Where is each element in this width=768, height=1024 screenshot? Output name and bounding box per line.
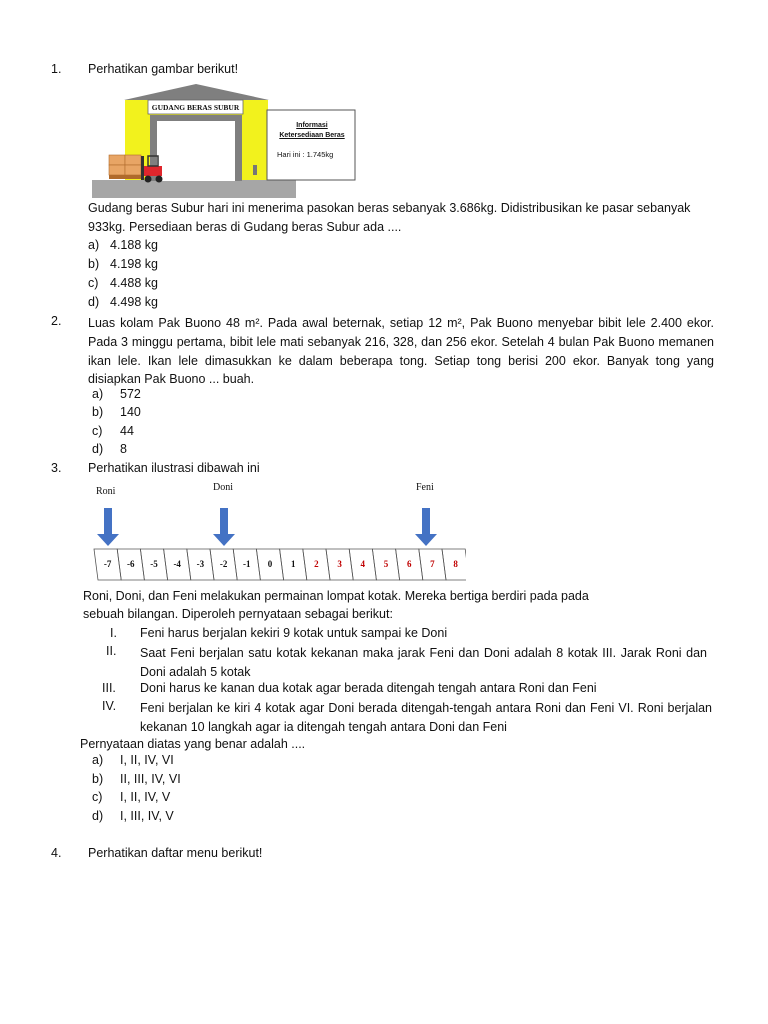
arrow-roni-head bbox=[97, 534, 119, 546]
arrow-feni-head bbox=[415, 534, 437, 546]
label-doni: Doni bbox=[213, 482, 233, 493]
label-roni: Roni bbox=[96, 486, 116, 497]
number-cell: -4 bbox=[173, 559, 181, 569]
q1-option-b[interactable] bbox=[88, 257, 158, 271]
option-text: 8 bbox=[120, 442, 127, 456]
q1-prompt: Perhatikan gambar berikut! bbox=[88, 62, 239, 76]
number-cell: 0 bbox=[267, 559, 273, 569]
number-cell: 5 bbox=[383, 559, 389, 569]
option-label: d) bbox=[92, 809, 104, 823]
q3-statement-4-text: Feni berjalan ke kiri 4 kotak agar Doni berada ditengah-tengah antara Roni dan Feni VI. Roni berjalan kekanan 10 langkah agar ia ditengah tengah antara Doni dan Feni bbox=[140, 701, 712, 734]
option-text: 572 bbox=[120, 387, 141, 401]
option-label: c) bbox=[92, 424, 103, 438]
q3-number: 3. bbox=[51, 461, 62, 475]
q3-statement-4-roman: IV. bbox=[102, 699, 117, 713]
info-today-value: 1.745kg bbox=[306, 150, 334, 159]
q3-option-a[interactable] bbox=[92, 753, 174, 767]
q1-text-line-1: Gudang beras Subur hari ini menerima pasokan beras sebanyak 3.686kg. Didistribusikan ke pasar sebanyak bbox=[88, 201, 691, 215]
option-text: 4.498 kg bbox=[110, 295, 158, 309]
number-cell: -2 bbox=[219, 559, 228, 569]
q3-option-b[interactable] bbox=[92, 772, 181, 786]
q1-option-c[interactable] bbox=[88, 276, 158, 290]
option-text: 44 bbox=[120, 424, 134, 438]
q2-text: Luas kolam Pak Buono 48 m². Pada awal beternak, setiap 12 m², Pak Buono menyebar bibit lele 2.400 ekor. Pada 3 minggu pertama, bibit lele mati sebanyak 216, 328, dan 256 ekor. Setelah 4 bulan Pak Buono memanen ikan lele. Ikan lele dimasukkan ke dalam beberapa tong. Setiap tong berisi 200 ekor. Banyak tong yang disiapkan Pak Buono ... buah. bbox=[88, 316, 714, 387]
warehouse-sign: GUDANG BERAS SUBUR bbox=[151, 103, 240, 112]
arrow-feni-shaft bbox=[422, 508, 430, 534]
q3-statement-3-roman: III. bbox=[102, 681, 116, 695]
arrow-roni-shaft bbox=[104, 508, 112, 534]
option-text: I, III, IV, V bbox=[120, 809, 174, 823]
q3-statement-2-text: Saat Feni berjalan satu kotak kekanan maka jarak Feni dan Doni adalah 8 kotak III. Jarak Roni dan Doni adalah 5 kotak bbox=[140, 646, 707, 679]
q3-statement-1-text: Feni harus berjalan kekiri 9 kotak untuk sampai ke Doni bbox=[140, 626, 448, 640]
option-label: b) bbox=[92, 405, 104, 419]
q2-option-a[interactable] bbox=[92, 387, 141, 401]
info-title-1: Informasi bbox=[296, 122, 328, 129]
number-cell: -1 bbox=[243, 559, 251, 569]
q3-statement-1-roman: I. bbox=[110, 626, 117, 640]
label-feni: Feni bbox=[416, 482, 434, 493]
option-text: 4.488 kg bbox=[110, 276, 158, 290]
q3-statement-2-roman: II. bbox=[106, 644, 117, 658]
q2-option-c[interactable] bbox=[92, 424, 134, 438]
number-cell: 4 bbox=[360, 559, 366, 569]
arrow-doni-shaft bbox=[220, 508, 228, 534]
q4-number: 4. bbox=[51, 846, 62, 860]
q1-number: 1. bbox=[51, 62, 62, 76]
number-cell: 7 bbox=[430, 559, 435, 569]
q2-option-b[interactable] bbox=[92, 405, 141, 419]
q3-prompt: Perhatikan ilustrasi dibawah ini bbox=[88, 461, 260, 475]
option-label: a) bbox=[92, 387, 104, 401]
info-today bbox=[277, 150, 333, 159]
option-label: b) bbox=[92, 772, 104, 786]
q1-text-line-2: 933kg. Persediaan beras di Gudang beras Subur ada .... bbox=[88, 220, 402, 234]
q3-intro-line-2: sebuah bilangan. Diperoleh pernyataan sebagai berikut: bbox=[83, 607, 393, 621]
warehouse-image bbox=[88, 82, 360, 200]
number-cell: -6 bbox=[127, 559, 135, 569]
option-label: d) bbox=[92, 442, 104, 456]
q1-option-a[interactable] bbox=[88, 238, 158, 252]
number-cell: 6 bbox=[406, 559, 412, 569]
q3-intro-line-1: Roni, Doni, dan Feni melakukan permainan lompat kotak. Mereka bertiga berdiri pada pada bbox=[83, 589, 589, 603]
arrow-doni-head bbox=[213, 534, 235, 546]
option-label: a) bbox=[88, 238, 100, 252]
q4-prompt: Perhatikan daftar menu berikut! bbox=[88, 846, 263, 860]
q3-option-c[interactable] bbox=[92, 790, 170, 804]
q3-option-d[interactable] bbox=[92, 809, 174, 823]
number-cell: -5 bbox=[150, 559, 158, 569]
option-text: 4.188 kg bbox=[110, 238, 158, 252]
option-label: c) bbox=[92, 790, 103, 804]
q2-option-d[interactable] bbox=[92, 442, 127, 456]
option-label: b) bbox=[88, 257, 100, 271]
number-cell: 2 bbox=[314, 559, 319, 569]
option-text: 140 bbox=[120, 405, 141, 419]
option-label: a) bbox=[92, 753, 104, 767]
option-text: 4.198 kg bbox=[110, 257, 158, 271]
number-cell: 3 bbox=[337, 559, 342, 569]
info-today-label: Hari ini : bbox=[277, 150, 305, 159]
option-label: d) bbox=[88, 295, 100, 309]
option-text: II, III, IV, VI bbox=[120, 772, 181, 786]
option-text: I, II, IV, V bbox=[120, 790, 171, 804]
option-text: I, II, IV, VI bbox=[120, 753, 174, 767]
number-cell: 8 bbox=[453, 559, 458, 569]
q1-option-d[interactable] bbox=[88, 295, 158, 309]
number-cell: 1 bbox=[290, 559, 296, 569]
number-cell: -7 bbox=[103, 559, 112, 569]
info-title-2: Ketersediaan Beras bbox=[279, 132, 345, 139]
option-label: c) bbox=[88, 276, 99, 290]
q2-number: 2. bbox=[51, 314, 62, 328]
q3-question: Pernyataan diatas yang benar adalah .... bbox=[80, 737, 306, 751]
q3-statement-3-text: Doni harus ke kanan dua kotak agar berada ditengah tengah antara Roni dan Feni bbox=[140, 681, 597, 695]
number-cell: -3 bbox=[196, 559, 205, 569]
